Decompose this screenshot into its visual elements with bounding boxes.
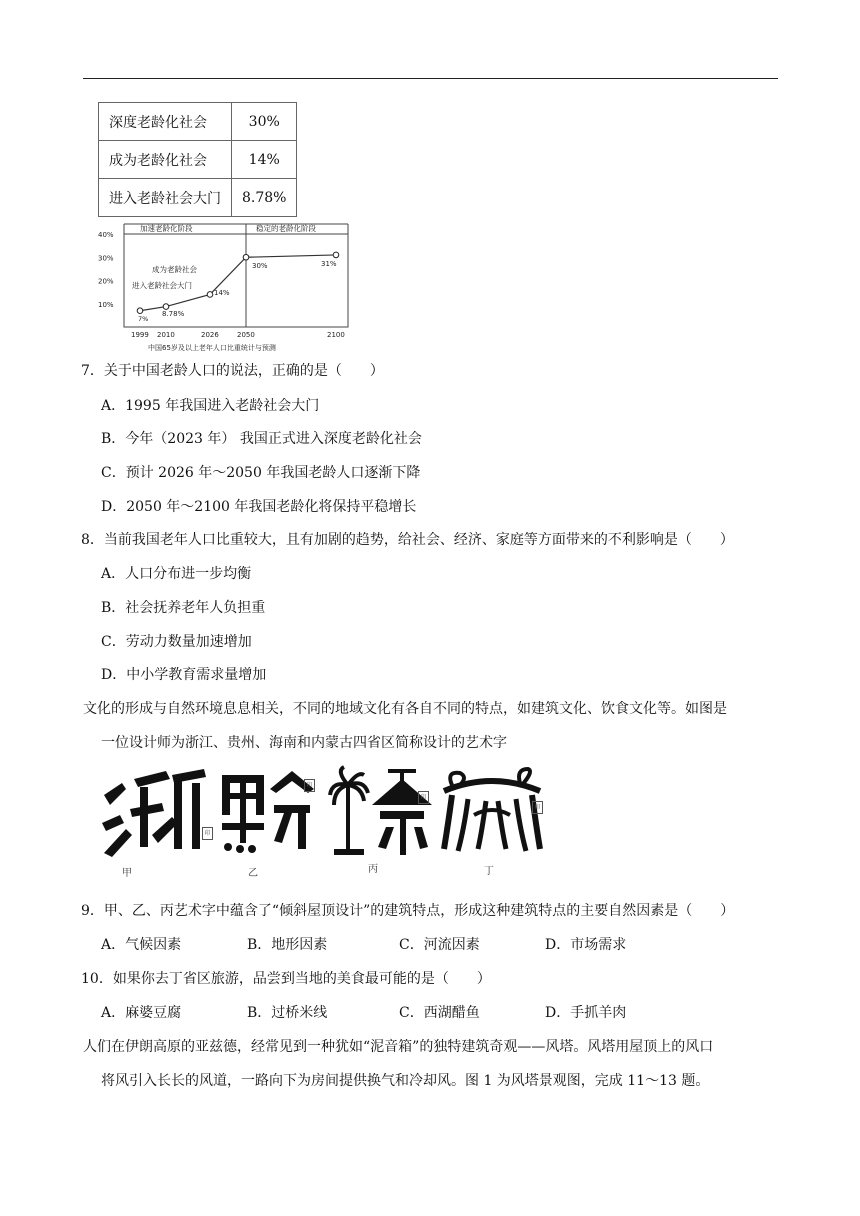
annotation-aging: 成为老龄社会 — [152, 265, 197, 274]
passage2-line2: 将风引入长长的风道，一路向下为房间提供换气和冷却风。图 1 为风塔景观图，完成 11～13 题。 — [101, 1073, 710, 1089]
passage2-line1: 人们在伊朗高原的亚兹德，经常见到一种犹如“泥音箱”的独特建筑奇观——风塔。风塔用屋顶上的风口 — [83, 1039, 714, 1055]
phase-label-right: 稳定的老龄化阶段 — [256, 224, 316, 233]
seal-mark: 印 — [418, 791, 429, 804]
phase-label-left: 加速老龄化阶段 — [140, 224, 193, 233]
data-point — [243, 254, 249, 260]
table-cell-value: 30% — [232, 103, 297, 141]
data-point — [137, 308, 143, 314]
y-tick-label: 30% — [98, 254, 114, 263]
aging-line-chart — [96, 219, 358, 353]
x-tick-label: 2010 — [157, 331, 175, 339]
table-cell-label: 进入老龄社会大门 — [99, 179, 232, 217]
table-cell-label: 成为老龄化社会 — [99, 141, 232, 179]
table-cell-label: 深度老龄化社会 — [99, 103, 232, 141]
q8-option-b[interactable]: B．社会抚养老年人负担重 — [101, 600, 266, 616]
point-label-2100: 31% — [321, 260, 337, 268]
q9-option-c[interactable]: C．河流因素 — [399, 937, 480, 953]
q8-option-a[interactable]: A．人口分布进一步均衡 — [101, 566, 252, 582]
y-tick-label: 20% — [98, 277, 114, 286]
art-glyph-qiong — [328, 765, 438, 860]
q8-option-c[interactable]: C．劳动力数量加速增加 — [101, 634, 252, 650]
data-point — [207, 292, 213, 298]
chart-caption: 中国65岁及以上老年人口比重统计与预测 — [148, 344, 276, 352]
point-label-2026: 14% — [214, 289, 230, 297]
province-art-figure — [100, 765, 560, 880]
q7-option-c[interactable]: C．预计 2026 年～2050 年我国老龄人口逐渐下降 — [101, 465, 421, 481]
q8-option-d[interactable]: D．中小学教育需求量增加 — [101, 667, 267, 683]
q7-stem: 7．关于中国老龄人口的说法，正确的是（ ） — [81, 363, 384, 379]
seal-mark: 印 — [304, 779, 315, 792]
x-tick-label: 1999 — [131, 331, 149, 339]
table-cell-value: 14% — [232, 141, 297, 179]
data-point — [333, 252, 339, 258]
q9-option-d[interactable]: D．市场需求 — [545, 937, 627, 953]
q10-option-d[interactable]: D．手抓羊肉 — [545, 1005, 627, 1021]
table-row — [99, 141, 297, 179]
q10-option-c[interactable]: C．西湖醋鱼 — [399, 1005, 480, 1021]
art-caption-jia: 甲 — [122, 868, 132, 879]
annotation-gate: 进入老龄社会大门 — [132, 281, 192, 290]
table-row — [99, 103, 297, 141]
q8-stem: 8．当前我国老年人口比重较大，且有加剧的趋势，给社会、经济、家庭等方面带来的不利影响是（ ） — [81, 532, 734, 548]
q10-option-a[interactable]: A．麻婆豆腐 — [101, 1005, 182, 1021]
q10-option-b[interactable]: B．过桥米线 — [247, 1005, 328, 1021]
aging-threshold-table — [98, 102, 297, 217]
art-caption-ding: 丁 — [484, 866, 494, 877]
q9-option-a[interactable]: A．气候因素 — [101, 937, 182, 953]
q9-option-b[interactable]: B．地形因素 — [247, 937, 328, 953]
q7-option-b[interactable]: B．今年（2023 年） 我国正式进入深度老龄化社会 — [101, 431, 422, 447]
point-label-1999: 7% — [138, 315, 149, 323]
art-glyph-qian — [218, 765, 318, 860]
x-tick-label: 2050 — [237, 331, 255, 339]
data-point — [163, 304, 169, 310]
art-caption-yi: 乙 — [248, 868, 258, 879]
q7-option-a[interactable]: A．1995 年我国进入老龄社会大门 — [101, 398, 320, 414]
q9-stem: 9．甲、乙、丙艺术字中蕴含了“倾斜屋顶设计”的建筑特点，形成这种建筑特点的主要自然因素是（ ） — [81, 903, 735, 919]
seal-mark: 印 — [532, 801, 543, 814]
x-tick-label: 2026 — [201, 331, 219, 339]
art-glyph-zhe — [100, 765, 210, 860]
q7-option-d[interactable]: D．2050 年～2100 年我国老龄化将保持平稳增长 — [101, 499, 417, 515]
y-tick-label: 10% — [98, 300, 114, 309]
y-tick-label: 40% — [98, 231, 114, 239]
x-tick-label: 2100 — [327, 331, 345, 339]
point-label-2050: 30% — [252, 262, 268, 270]
art-caption-bing: 丙 — [368, 864, 378, 875]
passage1-line1: 文化的形成与自然环境息息相关，不同的地域文化有各自不同的特点，如建筑文化、饮食文化等。如图是 — [83, 701, 727, 717]
passage1-line2: 一位设计师为浙江、贵州、海南和内蒙古四省区简称设计的艺术字 — [101, 735, 507, 751]
table-cell-value: 8.78% — [232, 179, 297, 217]
table-row — [99, 179, 297, 217]
q10-stem: 10．如果你去丁省区旅游，品尝到当地的美食最可能的是（ ） — [81, 971, 491, 987]
header-rule — [83, 78, 778, 79]
point-label-2010: 8.78% — [162, 310, 185, 318]
seal-mark: 印 — [202, 827, 213, 840]
